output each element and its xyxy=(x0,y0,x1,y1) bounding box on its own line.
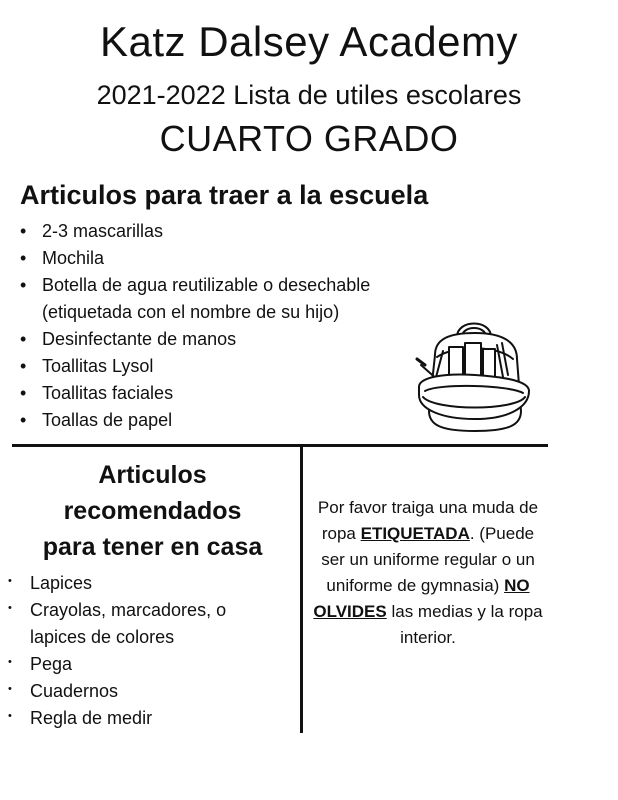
list-item-text: Toallitas Lysol xyxy=(42,356,154,376)
bullet: • xyxy=(20,275,27,295)
list-item-text: 2-3 mascarillas xyxy=(42,221,164,241)
bring-section-heading: Articulos para traer a la escuela xyxy=(20,180,429,210)
list-item xyxy=(20,353,440,380)
bullet: • xyxy=(20,221,27,241)
home-heading-line: para tener en casa xyxy=(42,533,263,561)
list-item-text: Pega xyxy=(30,654,73,674)
home-items-list xyxy=(8,570,293,732)
bullet: • xyxy=(8,683,12,695)
list-item-continuation: (etiquetada con el nombre de su hijo) xyxy=(42,302,340,322)
school-title: Katz Dalsey Academy xyxy=(99,18,518,65)
section-divider-horizontal xyxy=(12,444,548,447)
list-item-text: Toallas de papel xyxy=(42,410,173,430)
list-item xyxy=(20,272,440,326)
bullet: • xyxy=(8,656,12,668)
list-item xyxy=(8,678,293,705)
bullet: • xyxy=(20,410,27,430)
home-heading-line: Articulos xyxy=(98,461,207,489)
list-item-text: Regla de medir xyxy=(30,708,153,728)
bring-items-list xyxy=(20,218,440,434)
home-section-heading xyxy=(0,457,305,565)
list-item-text: Lapices xyxy=(30,573,93,593)
list-item xyxy=(20,380,440,407)
list-item xyxy=(20,326,440,353)
note-emphasis-labeled: ETIQUETADA xyxy=(360,524,470,543)
bullet: • xyxy=(8,575,12,587)
home-heading-line: recomendados xyxy=(63,497,242,525)
list-item-text: Mochila xyxy=(42,248,105,268)
list-item xyxy=(8,597,293,651)
bullet: • xyxy=(20,329,27,349)
list-item-text: Botella de agua reutilizable o desechable xyxy=(42,275,371,295)
list-item-text: Toallitas faciales xyxy=(42,383,174,403)
list-item-continuation: lapices de colores xyxy=(30,627,175,647)
list-item xyxy=(8,570,293,597)
list-item-text: Crayolas, marcadores, o xyxy=(30,600,227,620)
grade-title: CUARTO GRADO xyxy=(159,118,459,159)
list-item xyxy=(20,245,440,272)
list-subtitle: 2021-2022 Lista de utiles escolares xyxy=(96,80,522,110)
clothing-note xyxy=(308,495,548,651)
list-item xyxy=(20,218,440,245)
bullet: • xyxy=(20,383,27,403)
bullet: • xyxy=(8,710,12,722)
list-item xyxy=(8,705,293,732)
list-item xyxy=(20,407,440,434)
note-text: las medias y la ropa interior. xyxy=(386,602,543,647)
bullet: • xyxy=(20,356,27,376)
note-emphasis-dont-forget: NO OLVIDES xyxy=(313,576,530,621)
list-item-text: Cuadernos xyxy=(30,681,119,701)
list-item xyxy=(8,651,293,678)
note-text: . (Puede ser un uniforme regular o un uniforme de gymnasia) xyxy=(321,524,535,595)
backpack-icon xyxy=(405,315,535,443)
bullet: • xyxy=(20,248,27,268)
note-text: Por favor traiga una muda de ropa xyxy=(317,498,539,543)
bullet: • xyxy=(8,602,12,614)
list-item-text: Desinfectante de manos xyxy=(42,329,237,349)
